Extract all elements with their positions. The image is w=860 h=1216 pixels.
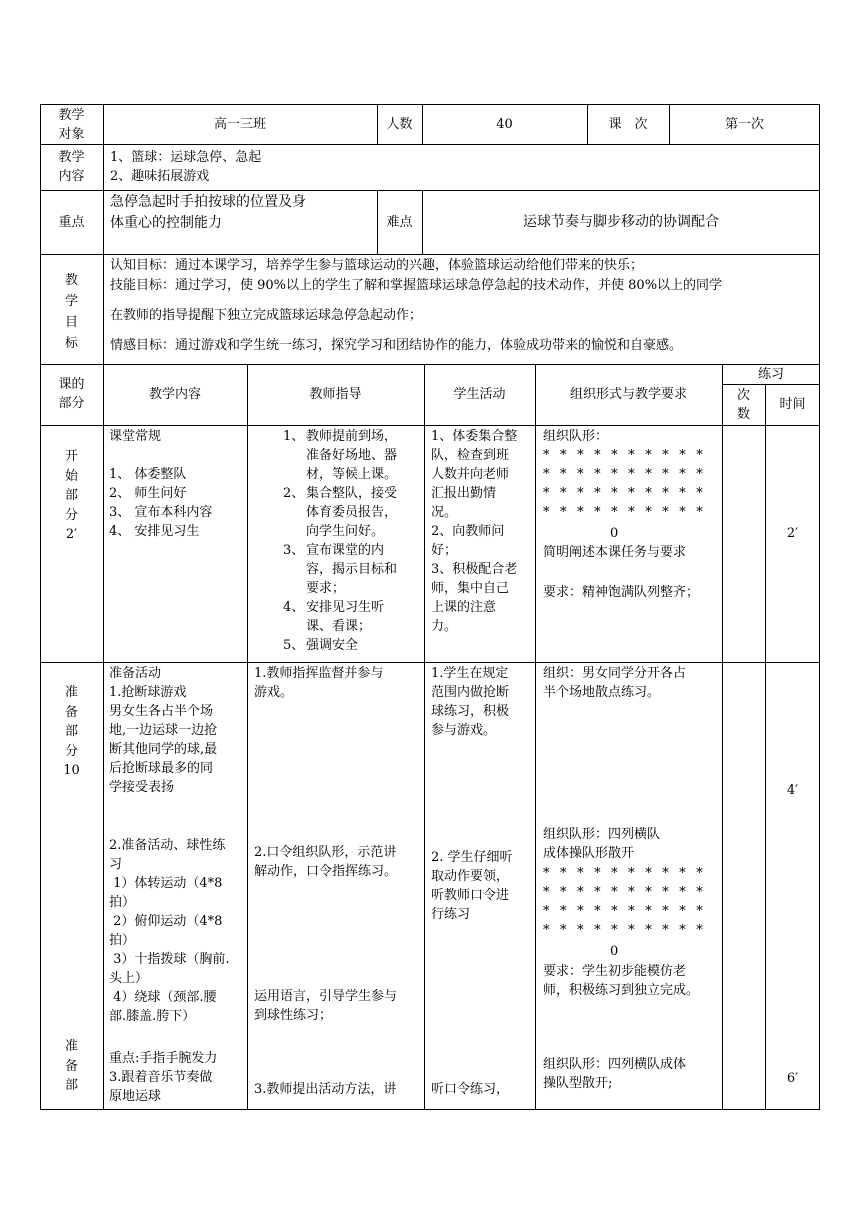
col-org-header: 组织形式与教学要求: [569, 387, 687, 402]
object-label: 教学 对象: [58, 108, 85, 142]
difficulty-text: 运球节奏与脚步移动的协调配合: [523, 214, 719, 230]
formation-row: * * * * * * * * * *: [543, 885, 706, 900]
teacher-item: [248, 427, 423, 484]
row-divider: [40, 190, 820, 191]
start-teacher-list: [248, 427, 423, 655]
formation-row: * * * * * * * * * *: [543, 904, 706, 919]
col-practice-header: 练习: [757, 367, 784, 382]
col-times-header: 次 数: [736, 388, 750, 422]
prep-org-1: 组织：男女同学分开各占 半个场地散点练习。: [543, 666, 687, 700]
goals-line-1: 认知目标：通过本课学习，培养学生参与篮球运动的兴趣，体验篮球运动给他们带来的快乐；: [110, 258, 644, 273]
row-divider: [722, 384, 820, 385]
row-divider: [40, 254, 820, 255]
row-divider: [40, 364, 820, 365]
count-value: 40: [496, 117, 513, 132]
prep-content-2: 2.准备活动、球性练 习 1）体转运动（4*8 拍） 2）俯仰运动（4*8 拍） 3）十指拨球（胸前. 头上） 4）绕球（颈部.腰 部.膝盖.胯下）: [109, 838, 230, 1024]
col-student-header: 学生活动: [453, 387, 506, 402]
prep-student-1: 1.学生在规定 范围内做抢断 球练习，积极 参与游戏。: [431, 666, 510, 738]
start-student: 1、体委集合整 队，检查到班 人数并向老师 汇报出勤情 况。 2、向教师问 好； 3、积极配合老 师，集中自己 上课的注意 力。: [431, 429, 518, 634]
item-text: 教师提前到场， 准备好场地、器 材，等候上课。: [306, 429, 398, 482]
col-content-header: 教学内容: [148, 387, 201, 402]
item-text: 强调安全: [306, 638, 359, 653]
item-number: 1、: [283, 429, 305, 444]
teacher-position-mark: 0: [610, 526, 619, 541]
prep-time-2: 6′: [786, 1071, 799, 1086]
goals-line-3: 在教师的指导提醒下独立完成篮球运球急停急起动作；: [110, 308, 423, 323]
formation-row: * * * * * * * * * *: [543, 486, 706, 501]
item-number: 4、: [283, 600, 305, 615]
start-org-note-2: 要求：精神饱满队列整齐；: [543, 585, 700, 600]
goals-label: 教 学 目 标: [64, 273, 78, 351]
row-divider: [40, 144, 820, 145]
col-teacher-header: 教师指导: [309, 387, 362, 402]
col-divider: [722, 364, 723, 1110]
col-divider: [103, 190, 104, 254]
start-time: 2′: [786, 526, 799, 541]
prep-student-3: 听口令练习，: [431, 1082, 510, 1097]
prep-org-2-requirement: 要求：学生初步能模仿老 师，积极练习到独立完成。: [543, 964, 700, 998]
prep-content-3: 重点:手指手腕发力 3.跟着音乐节奏做 原地运球: [109, 1051, 218, 1104]
prep-teacher-3: 运用语言，引导学生参与 到球性练习；: [254, 989, 398, 1023]
col-divider: [765, 384, 766, 1110]
start-part-label: 开 始 部 分 2′: [64, 449, 78, 542]
start-content: 课堂常规 1、 体委整队 2、 师生问好 3、 宣布本科内容 4、 安排见习生: [109, 429, 213, 539]
item-text: 集合整队，接受 体育委员报告， 向学生问好。: [306, 486, 398, 539]
col-divider: [103, 254, 104, 364]
teacher-position-mark: 0: [610, 944, 619, 959]
teacher-item: [248, 598, 423, 636]
start-org-note-1: 简明阐述本课任务与要求: [543, 545, 687, 560]
teacher-item: [248, 636, 423, 655]
key-text: 急停急起时手拍按球的位置及身 体重心的控制能力: [110, 194, 306, 231]
goals-line-2: 技能目标：通过学习，使 90%以上的学生了解和掌握篮球运球急停急起的技术动作，并使 80%以上的同学: [110, 278, 723, 293]
prep-org-2-title: 组织队形：四列横队 成体操队形散开: [543, 827, 661, 861]
goals-line-4: 情感目标：通过游戏和学生统一练习，探究学习和团结协作的能力，体验成功带来的愉悦和自豪感。: [110, 338, 683, 353]
prep-time-1: 4′: [786, 783, 799, 798]
count-label: 人数: [386, 117, 413, 132]
col-part-header: 课的 部分: [58, 377, 85, 411]
teacher-item: [248, 484, 423, 541]
item-number: 2、: [283, 486, 305, 501]
item-number: 5、: [283, 638, 305, 653]
teacher-item: [248, 541, 423, 598]
formation-row: * * * * * * * * * *: [543, 866, 706, 881]
prep-student-2: 2. 学生仔细听 取动作要领， 听教师口令进 行练习: [431, 850, 513, 922]
prep-part-label: 准 备 部 分 10: [63, 685, 80, 778]
content-label: 教学 内容: [58, 150, 85, 184]
col-divider: [535, 364, 536, 1110]
item-text: 宣布课堂的内 容，揭示目标和 要求；: [306, 543, 398, 596]
lesson-value: 第一次: [724, 117, 764, 132]
difficulty-label: 难点: [386, 215, 413, 230]
prep-teacher-4: 3.教师提出活动方法，讲: [254, 1082, 397, 1097]
row-divider: [40, 425, 820, 426]
start-org-title: 组织队形：: [543, 429, 609, 444]
row-divider: [40, 662, 820, 663]
formation-row: * * * * * * * * * *: [543, 448, 706, 463]
lesson-label: 课 次: [608, 117, 648, 132]
prep-part-label-cont: 准 备 部: [64, 1039, 78, 1093]
col-divider: [103, 364, 104, 1110]
item-number: 3、: [283, 543, 305, 558]
key-label: 重点: [58, 215, 85, 230]
prep-teacher-2: 2.口令组织队形，示范讲 解动作，口令指挥练习。: [254, 845, 398, 879]
formation-row: * * * * * * * * * *: [543, 923, 706, 938]
prep-content-1: 准备活动 1.抢断球游戏 男女生各占半个场 地,一边运球一边抢 断其他同学的球,最 后抢断球最多的同 学接受表扬: [109, 666, 218, 795]
item-text: 安排见习生听 课、看课；: [306, 600, 385, 634]
formation-row: * * * * * * * * * *: [543, 505, 706, 520]
col-divider: [424, 364, 425, 1110]
prep-org-3: 组织队形：四列横队成体 操队型散开;: [543, 1057, 687, 1091]
class-name: 高一三班: [213, 117, 266, 132]
formation-row: * * * * * * * * * *: [543, 467, 706, 482]
prep-teacher-1: 1.教师指挥监督并参与 游戏。: [254, 666, 384, 700]
content-text: 1、篮球：运球急停、急起 2、趣味拓展游戏: [110, 150, 262, 184]
col-time-header: 时间: [779, 397, 806, 412]
